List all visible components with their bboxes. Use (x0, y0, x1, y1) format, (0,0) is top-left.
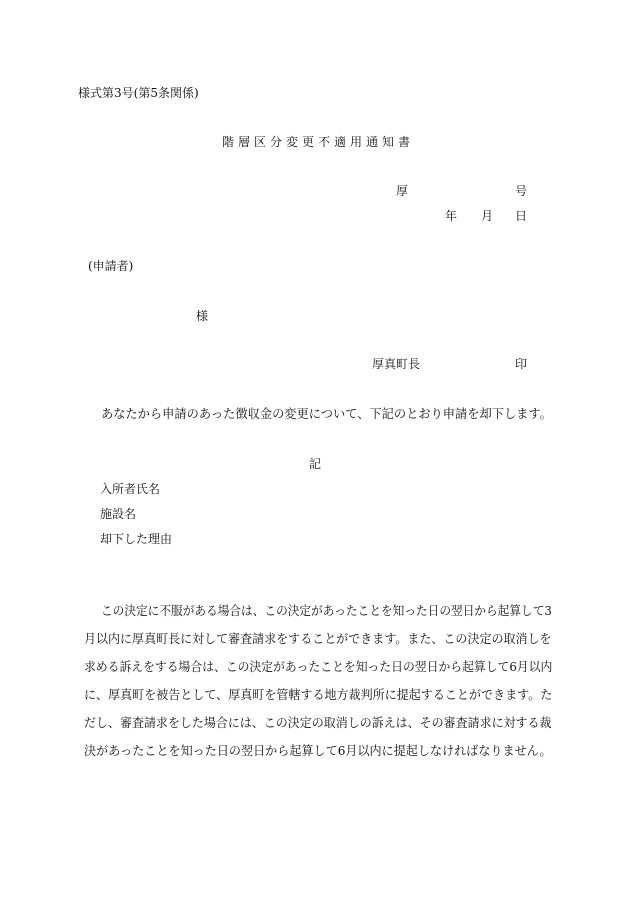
notice-line: 月以内に厚真町長に対して審査請求をすることができます。また、この決定の取消しを (84, 631, 552, 646)
ki-heading: 記 (309, 457, 322, 471)
intro-text: あなたから申請のあった徴収金の変更について、下記のとおり申請を却下します。 (101, 406, 552, 421)
issuer-name: 厚真町長 (372, 357, 421, 371)
notice-line: に、厚真町を被告として、厚真町を管轄する地方裁判所に提起することができます。た (84, 687, 553, 702)
item-resident-name: 入所者氏名 (100, 482, 161, 496)
form-reference: 様式第3号(第5条関係) (78, 86, 199, 100)
doc-number-prefix: 厚 (396, 184, 409, 198)
applicant-label: (申請者) (88, 259, 134, 273)
notice-line: この決定に不服がある場合は、この決定があったことを知った日の翌日から起算して3 (101, 603, 552, 618)
notice-line: 求める訴えをする場合は、この決定があったことを知った日の翌日から起算して6月以内 (84, 659, 553, 674)
document-title: 階層区分変更不適用通知書 (222, 135, 415, 149)
item-rejection-reason: 却下した理由 (100, 532, 173, 546)
doc-number-suffix: 号 (515, 184, 528, 198)
applicant-honorific: 様 (196, 309, 209, 323)
item-facility-name: 施設名 (100, 507, 137, 521)
date-year: 年 (445, 209, 458, 223)
notice-line: 決があったことを知った日の翌日から起算して6月以内に提起しなければなりません。 (84, 743, 552, 758)
notice-line: だし、審査請求をした場合には、この決定の取消しの訴えは、その審査請求に対する裁 (84, 715, 552, 730)
issuer-seal: 印 (515, 357, 528, 371)
date-day: 日 (515, 209, 528, 223)
date-month: 月 (481, 209, 494, 223)
